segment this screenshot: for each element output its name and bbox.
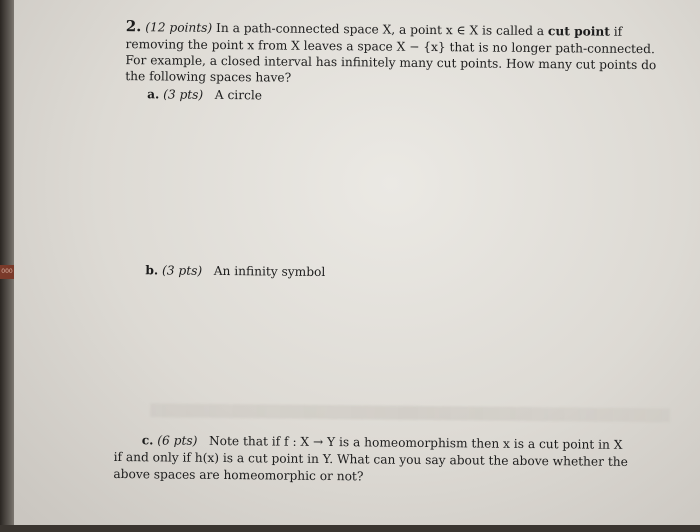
problem-line-1b: if (613, 24, 623, 39)
part-b-points: (3 pts) (161, 263, 203, 278)
problem-page (9, 0, 700, 532)
problem-line-3: For example, a closed interval has infinitely many cut points. How many cut points do (125, 53, 657, 73)
part-b (145, 263, 325, 280)
paper-sheet (14, 0, 700, 525)
part-b-label: b. (145, 263, 159, 278)
margin-tab: 000 (0, 265, 14, 279)
part-a (147, 87, 262, 104)
part-a-label: a. (147, 87, 160, 102)
problem-number: 2. (125, 17, 142, 36)
part-c-line-2: if and only if h(x) is a cut point in Y. What can you say about the above whether the (113, 449, 628, 469)
problem-line-4: the following spaces have? (125, 69, 292, 85)
problem-line-2: removing the point x from X leaves a space X − {x} that is no longer path-connected. (125, 37, 655, 57)
problem-points: (12 points) (145, 20, 213, 35)
part-c-line-3: above spaces are homeomorphic or not? (113, 466, 364, 484)
bleed-through-text (150, 403, 670, 422)
part-c-label: c. (141, 433, 154, 448)
part-b-text: An infinity symbol (213, 263, 326, 280)
part-a-points: (3 pts) (163, 87, 204, 102)
part-a-text: A circle (214, 87, 263, 103)
part-c-points: (6 pts) (157, 433, 198, 448)
part-c-text-1: Note that if f : X → Y is a homeomorphism then x is a cut point in X (208, 433, 623, 452)
problem-line-1a: In a path-connected space X, a point x ∈ X is called a (216, 20, 545, 39)
cut-point-term: cut point (547, 24, 610, 39)
